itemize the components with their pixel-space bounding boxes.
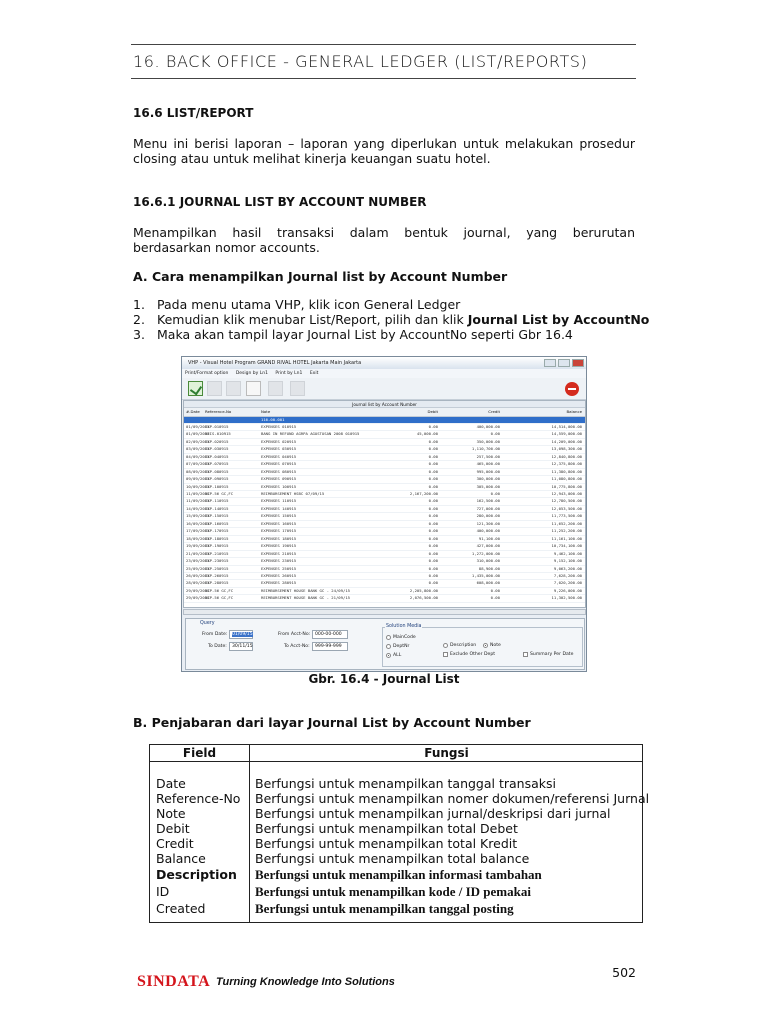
to-acct-label: To Acct-No: — [284, 644, 310, 649]
menu-design[interactable]: Design by Ln1 — [235, 371, 268, 376]
toolbar — [182, 378, 586, 400]
col-debit[interactable]: Debit — [373, 408, 441, 416]
field-table — [149, 744, 650, 923]
part-b-heading: B. Penjabaran dari layar Journal List by Account Number — [133, 715, 531, 730]
window-titlebar: VHP - Visual Hotel Program GRAND RIVAL HOTEL Jakarta Main Jakarta — [182, 357, 586, 369]
exclude-other-dept-checkbox[interactable] — [443, 652, 448, 657]
field-name: Credit — [156, 836, 194, 851]
stop-icon[interactable] — [565, 382, 579, 396]
col-credit[interactable]: Credit — [441, 408, 503, 416]
table-row[interactable]: 01/09/2015 REIS-010915 BANG IN REFUND AGRPA AGUSTUSAN 2008 010915 45,000.00 0.00 14,559,000.00 — [184, 431, 585, 438]
table-row[interactable]: 28/09/2015 EXP-280915 EXPENSES 280915 0.00 608,000.00 7,020,200.00 — [184, 580, 585, 587]
step-item: 2. Kemudian klik menubar List/Report, pilih dan klik Journal List by AccountNo — [133, 312, 650, 327]
menu-bar — [182, 369, 586, 378]
table-row[interactable]: 08/09/2015 EXP-080915 EXPENSES 080915 0.00 995,000.00 11,380,800.00 — [184, 468, 585, 475]
table-row[interactable]: 29/09/2015 RCP-56 GC,FC REIMBURSEMENT HOUSE BANK GC - 24/09/15 2,205,800.00 0.00 9,226,000.00 — [184, 587, 585, 594]
section-heading: 16.6 LIST/REPORT — [133, 106, 254, 120]
col-reference[interactable]: Reference-No — [203, 408, 259, 416]
menu-print-format[interactable]: Print/Format option — [185, 371, 229, 376]
fungsi-text: Berfungsi untuk menampilkan kode / ID pemakai — [255, 884, 531, 899]
top-rule — [131, 44, 636, 45]
sort-label: Solution Media — [386, 624, 422, 629]
radio-maincode[interactable] — [386, 635, 391, 640]
table-row[interactable]: 14/09/2015 EXP-140915 EXPENSES 140915 0.00 727,000.00 12,053,500.00 — [184, 505, 585, 512]
radio-all[interactable] — [386, 653, 391, 658]
radio-note[interactable] — [483, 643, 488, 648]
fungsi-text: Berfungsi untuk menampilkan nomer dokumen/referensi Jurnal — [255, 791, 650, 806]
footer-tagline: Turning Knowledge Into Solutions — [216, 976, 395, 988]
journal-list-screenshot — [181, 356, 587, 672]
field-name: Created — [156, 901, 206, 916]
title-rule — [131, 78, 636, 79]
to-date-label: To Date: — [208, 644, 227, 649]
col-balance[interactable]: Balance — [503, 408, 585, 416]
blank-icon[interactable] — [226, 381, 241, 396]
table-row[interactable]: 11/09/2015 RCP-56 GC,FC REIMBURSEMENT HSBC 07/09/15 2,167,200.00 0.00 12,943,000.00 — [184, 491, 585, 498]
subsection-heading: 16.6.1 JOURNAL LIST BY ACCOUNT NUMBER — [133, 195, 427, 209]
query-label: Query — [200, 621, 215, 626]
radio-description[interactable] — [443, 643, 448, 648]
field-name: Reference-No — [156, 791, 241, 806]
field-column — [156, 776, 240, 917]
fungsi-text: Berfungsi untuk menampilkan tanggal posting — [255, 901, 514, 916]
export-icon[interactable] — [268, 381, 283, 396]
field-table-header — [150, 745, 642, 762]
subsection-intro: Menampilkan hasil transaksi dalam bentuk journal, yang berurutan berdasarkan nomor accounts. — [133, 225, 635, 255]
sort-options: Solution Media MainCode DeptNr ALL Description Note Exclude Other Dept Summary Per Date — [382, 627, 583, 667]
header-fungsi: Fungsi — [424, 746, 469, 760]
table-row[interactable]: 19/09/2015 EXP-190915 EXPENSES 190915 0.00 427,000.00 10,734,100.00 — [184, 543, 585, 550]
step-item: 1. Pada menu utama VHP, klik icon General Ledger — [133, 297, 461, 312]
table-row[interactable]: 16/09/2015 EXP-160915 EXPENSES 160915 0.00 121,300.00 11,652,200.00 — [184, 520, 585, 527]
chapter-title: 16. BACK OFFICE - GENERAL LEDGER (LIST/REPORTS) — [133, 52, 588, 71]
col-note[interactable]: Note — [259, 408, 373, 416]
field-name: Description — [156, 867, 237, 882]
radio-deptnr[interactable] — [386, 644, 391, 649]
field-name: Debit — [156, 821, 190, 836]
window-controls — [544, 359, 584, 367]
step-item: 3. Maka akan tampil layar Journal List by AccountNo seperti Gbr 16.4 — [133, 327, 573, 342]
field-name: ID — [156, 884, 170, 899]
summary-per-date-checkbox[interactable] — [523, 652, 528, 657]
table-row[interactable]: 01/09/2015 EXP-010915 EXPENSES 010915 0.00 400,000.00 14,514,000.00 — [184, 423, 585, 430]
menu-print[interactable]: Print by Ln1 — [275, 371, 303, 376]
horizontal-scrollbar[interactable] — [183, 609, 586, 615]
table-row[interactable]: 15/09/2015 EXP-150915 EXPENSES 150915 0.00 280,000.00 11,773,500.00 — [184, 513, 585, 520]
close-icon[interactable] — [572, 359, 584, 367]
table-row[interactable]: 09/09/2015 EXP-090915 EXPENSES 090915 0.00 300,000.00 11,080,800.00 — [184, 476, 585, 483]
header-field: Field — [182, 746, 217, 760]
fungsi-text: Berfungsi untuk menampilkan jurnal/deskripsi dari jurnal — [255, 806, 611, 821]
from-date-label: From Date: — [202, 632, 228, 637]
field-name: Date — [156, 776, 186, 791]
fungsi-text: Berfungsi untuk menampilkan tanggal transaksi — [255, 776, 556, 791]
section-intro: Menu ini berisi laporan – laporan yang diperlukan untuk melakukan prosedur closing atau untuk melihat kinerja keuangan suatu hotel. — [133, 136, 635, 166]
menu-exit[interactable]: Exit — [309, 371, 319, 376]
from-acct-label: From Acct-No: — [278, 632, 311, 637]
table-body — [184, 416, 585, 602]
column-divider — [249, 745, 250, 922]
field-name: Note — [156, 806, 186, 821]
to-date-input[interactable]: 30/11/15 — [229, 642, 253, 651]
table-header — [184, 408, 585, 416]
table-row[interactable]: 02/09/2015 EXP-020915 EXPENSES 020915 0.00 350,000.00 14,209,000.00 — [184, 438, 585, 445]
footer-brand-logo: SINDATA — [137, 973, 211, 990]
part-a-heading: A. Cara menampilkan Journal list by Account Number — [133, 269, 508, 284]
fungsi-text: Berfungsi untuk menampilkan total Debet — [255, 821, 518, 836]
table-row[interactable]: 03/09/2015 EXP-030915 EXPENSES 030915 0.00 1,110,700.00 13,098,300.00 — [184, 446, 585, 453]
table-row[interactable]: 25/09/2015 EXP-250915 EXPENSES 250915 0.00 88,900.00 9,063,200.00 — [184, 565, 585, 572]
table-row[interactable]: 07/09/2015 EXP-070915 EXPENSES 070915 0.00 465,000.00 12,375,800.00 — [184, 461, 585, 468]
table-row[interactable]: 29/09/2015 RCP-56 GC,FC REIMBURSEMENT HOUSE BANK GC - 21/09/15 2,076,500.00 0.00 11,302,500.00 — [184, 595, 585, 602]
figure-caption: Gbr. 16.4 - Journal List — [308, 672, 460, 686]
from-acct-input[interactable]: 000-00-000 — [312, 630, 348, 639]
fungsi-column — [255, 776, 649, 917]
maximize-icon[interactable] — [558, 359, 570, 367]
table-row[interactable]: 10/09/2015 EXP-100915 EXPENSES 100915 0.00 305,000.00 10,775,800.00 — [184, 483, 585, 490]
document-icon[interactable] — [246, 381, 261, 396]
table-row[interactable]: 21/09/2015 EXP-210915 EXPENSES 210915 0.00 1,272,000.00 9,462,100.00 — [184, 550, 585, 557]
table-row[interactable]: 26/09/2015 EXP-260915 EXPENSES 260915 0.00 1,435,000.00 7,628,200.00 — [184, 573, 585, 580]
table-row-account[interactable]: 116-00-001 — [184, 416, 585, 423]
grid-title: Journal list by Account Number — [184, 401, 585, 408]
fungsi-text: Berfungsi untuk menampilkan total Kredit — [255, 836, 518, 851]
steps-list — [133, 297, 649, 342]
table-row[interactable]: 04/09/2015 EXP-040915 EXPENSES 040915 0.00 257,500.00 12,840,800.00 — [184, 453, 585, 460]
journal-table — [184, 408, 585, 603]
field-name: Balance — [156, 851, 206, 866]
col-date[interactable]: #.Date — [184, 408, 203, 416]
check-icon[interactable] — [188, 381, 203, 396]
table-row[interactable]: 17/09/2015 EXP-170915 EXPENSES 170915 0.00 400,000.00 11,252,200.00 — [184, 528, 585, 535]
table-row[interactable]: 18/09/2015 EXP-180915 EXPENSES 180915 0.00 91,100.00 11,161,100.00 — [184, 535, 585, 542]
table-row[interactable]: 11/09/2015 EXP-110915 EXPENSES 110915 0.00 162,500.00 12,780,500.00 — [184, 498, 585, 505]
page-number: 502 — [612, 965, 636, 980]
table-row[interactable]: 23/09/2015 EXP-230915 EXPENSES 230915 0.00 310,000.00 9,152,100.00 — [184, 558, 585, 565]
journal-grid — [183, 400, 586, 608]
help-icon[interactable] — [207, 381, 222, 396]
to-acct-input[interactable]: 999-99-999 — [312, 642, 348, 651]
from-date-input[interactable]: 01/09/15 — [229, 630, 253, 639]
print-icon[interactable] — [290, 381, 305, 396]
query-panel — [185, 618, 585, 670]
minimize-icon[interactable] — [544, 359, 556, 367]
fungsi-text: Berfungsi untuk menampilkan total balance — [255, 851, 530, 866]
fungsi-text: Berfungsi untuk menampilkan informasi tambahan — [255, 867, 542, 882]
